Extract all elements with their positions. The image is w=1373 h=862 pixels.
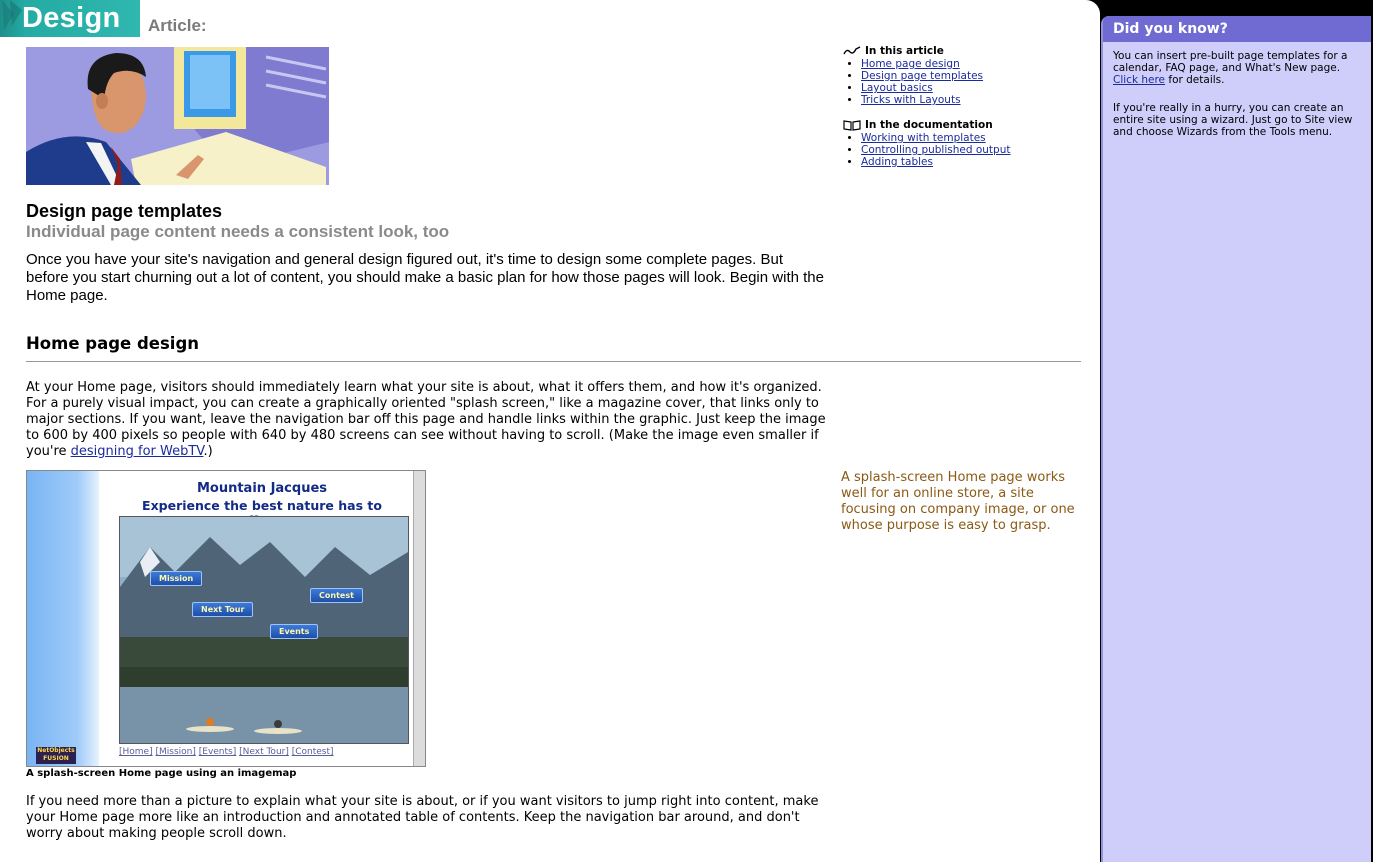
screenshot-title: Mountain Jacques xyxy=(196,481,328,496)
did-you-know-sidebar xyxy=(1101,16,1371,862)
click-here-link[interactable]: Click here xyxy=(1113,74,1166,86)
toc-link-design-page-templates[interactable]: Design page templates xyxy=(861,70,984,82)
imagemap-scene xyxy=(119,516,409,744)
webtv-link[interactable]: designing for WebTV xyxy=(70,444,204,459)
list-item xyxy=(861,82,1043,94)
sidebar-tip-2: If you're really in a hurry, you can create an entire site using a wizard. Just go to Site view and choose Wizards from the Tools menu. xyxy=(1113,102,1353,138)
page-title: Design page templates xyxy=(26,201,223,221)
list-item xyxy=(861,156,1043,168)
hotspot-contest[interactable]: Contest xyxy=(310,588,363,603)
toc-link-tricks-with-layouts[interactable]: Tricks with Layouts xyxy=(861,94,961,106)
hotspot-next-tour[interactable]: Next Tour xyxy=(192,602,253,617)
hotspot-mission[interactable]: Mission xyxy=(150,571,202,586)
screenshot-nav xyxy=(119,747,334,757)
screenshot-caption: A splash-screen Home page using an imagemap xyxy=(26,768,297,779)
pen-icon xyxy=(843,46,861,56)
toc-article-list xyxy=(843,58,1043,106)
section-heading: Home page design xyxy=(26,334,200,353)
sidebar-tip-1 xyxy=(1103,50,1371,86)
splash-screen-screenshot xyxy=(26,470,426,767)
toc-article-label: In this article xyxy=(865,45,944,57)
toc-link-working-with-templates[interactable]: Working with templates xyxy=(861,132,986,144)
logo-line2: FUSION xyxy=(43,755,69,762)
toc-docs-label: In the documentation xyxy=(865,119,993,131)
nav-link-next-tour[interactable]: [Next Tour] xyxy=(239,747,289,757)
screenshot-sidebar-gradient xyxy=(27,471,99,766)
sidebar-heading: Did you know? xyxy=(1103,16,1371,42)
nav-link-mission[interactable]: [Mission] xyxy=(155,747,196,757)
intro-paragraph: Once you have your site's navigation and general design figured out, it's time to design some complete pages. But before you start churning out a lot of content, you should make a basic plan for how those pages will look. Begin with the Home page. xyxy=(26,251,824,304)
second-paragraph: If you need more than a picture to explain what your site is about, or if you want visitors to jump right into content, make your Home page more like an introduction and annotated table of contents. Keep the navigation bar around, and don't worry about making people scroll down. xyxy=(26,794,819,841)
page-subtitle: Individual page content needs a consistent look, too xyxy=(26,222,450,241)
list-item xyxy=(861,132,1043,144)
list-item xyxy=(861,70,1043,82)
design-badge xyxy=(0,0,140,37)
toc-link-layout-basics[interactable]: Layout basics xyxy=(861,82,933,94)
toc-link-controlling-published-output[interactable]: Controlling published output xyxy=(861,144,1011,156)
logo-line1: NetObjects xyxy=(37,747,75,754)
sidebar-tip-text: You can insert pre-built page templates for a calendar, FAQ page, and What's New page. xyxy=(1113,50,1348,74)
hero-illustration xyxy=(26,47,329,185)
divider xyxy=(26,361,1081,362)
netobjects-logo xyxy=(36,747,76,764)
toc-link-adding-tables[interactable]: Adding tables xyxy=(861,156,933,168)
nav-link-home[interactable]: [Home] xyxy=(119,747,153,757)
list-item xyxy=(861,94,1043,106)
toc-panel xyxy=(843,44,1043,168)
list-item xyxy=(861,144,1043,156)
screenshot-tagline: Experience the best nature has to xyxy=(142,498,382,513)
toc-docs-list xyxy=(843,132,1043,168)
badge-text: Design xyxy=(22,2,121,34)
nav-link-contest[interactable]: [Contest] xyxy=(291,747,334,757)
article-label: Article: xyxy=(148,16,207,35)
paragraph-text-end: .) xyxy=(203,444,213,459)
screenshot-scrollbar xyxy=(413,471,425,766)
toc-docs-heading xyxy=(843,118,1043,132)
home-page-paragraph xyxy=(26,380,836,460)
toc-link-home-page-design[interactable]: Home page design xyxy=(861,58,960,70)
hotspot-events[interactable]: Events xyxy=(270,624,318,639)
side-note: A splash-screen Home page works well for an online store, a site focusing on company image, or one whose purpose is easy to grasp. xyxy=(841,470,1075,533)
paragraph-text: At your Home page, visitors should immediately learn what your site is about, what it offers them, and how it's organized. For a purely visual impact, you can create a graphically oriented "splash screen," like a magazine cover, that links only to major sections. If you want, leave the navigation bar off this page and handle links within the graphic. Just keep the image to 600 by 400 pixels so people with 640 by 480 screens can see without having to scroll. (Make the image even smaller if you're xyxy=(26,380,826,459)
sidebar-tip-text-end: for details. xyxy=(1165,74,1225,86)
nav-link-events[interactable]: [Events] xyxy=(198,747,237,757)
book-icon xyxy=(843,120,861,131)
toc-article-heading xyxy=(843,44,1043,58)
list-item xyxy=(861,58,1043,70)
